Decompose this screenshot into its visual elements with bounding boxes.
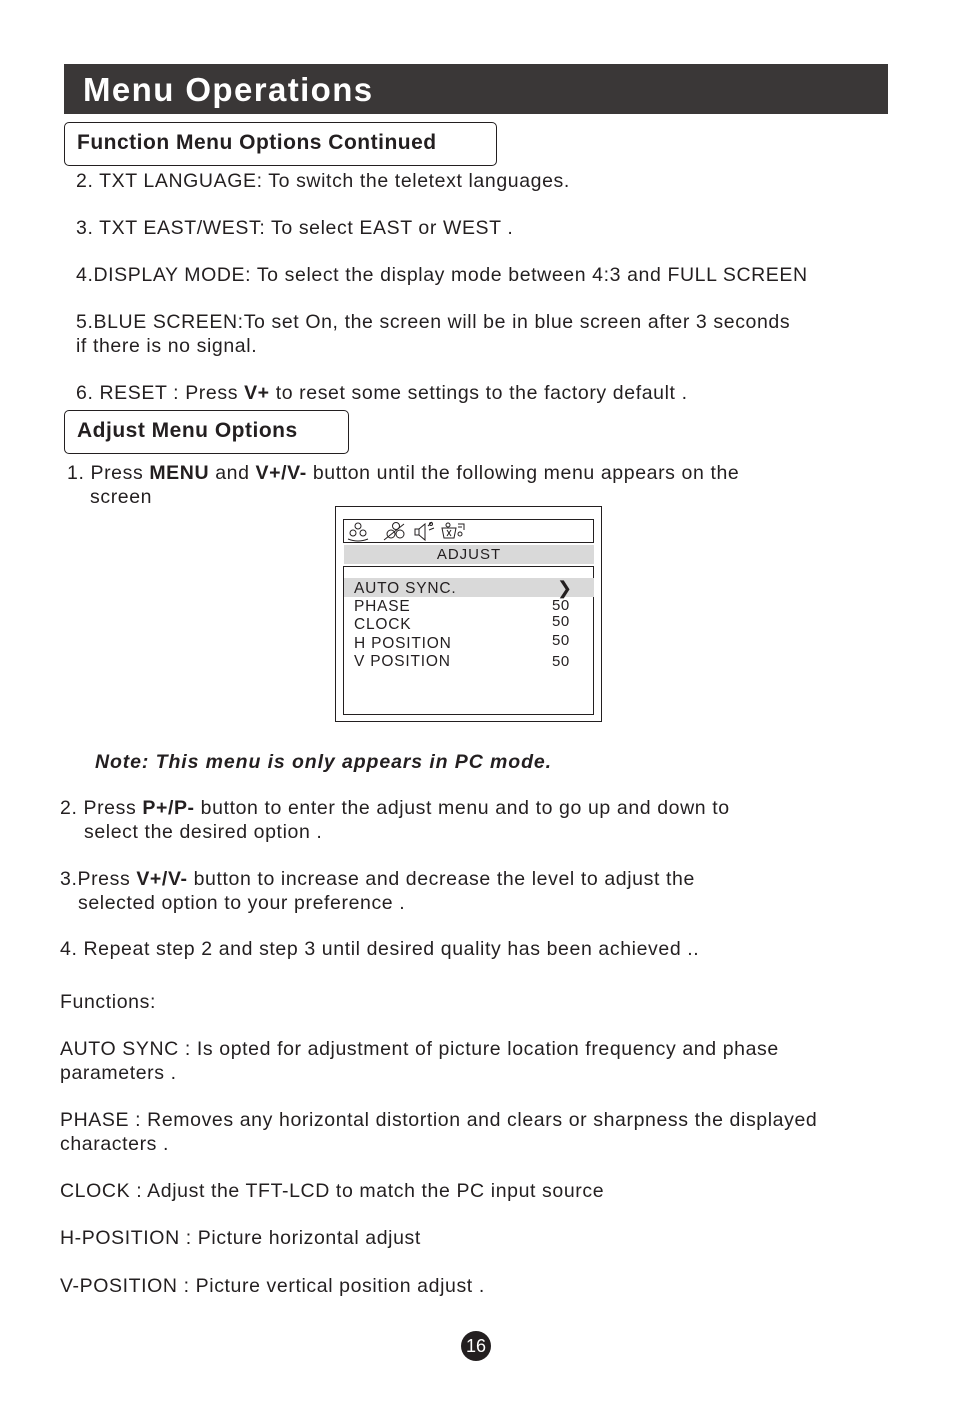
osd-item-auto-sync: AUTO SYNC. xyxy=(354,580,457,597)
key-v-plus: V+ xyxy=(244,382,270,404)
page-number: 16 xyxy=(461,1331,491,1361)
step-4: 4. Repeat step 2 and step 3 until desired quality has been achieved .. xyxy=(60,938,700,960)
function-icon xyxy=(442,523,464,538)
display-mode-item: 4.DISPLAY MODE: To select the display mode between 4:3 and FULL SCREEN xyxy=(76,264,808,286)
osd-item-phase: PHASE xyxy=(354,598,411,615)
step-2-cont: select the desired option . xyxy=(84,821,323,843)
h-position-desc: H-POSITION : Picture horizontal adjust xyxy=(60,1227,421,1249)
step-2: 2. Press P+/P- button to enter the adjust menu and to go up and down to xyxy=(60,797,730,819)
auto-sync-desc: AUTO SYNC : Is opted for adjustment of picture location frequency and phase xyxy=(60,1038,779,1060)
osd-value-v-position: 50 xyxy=(552,653,570,670)
step-1: 1. Press MENU and V+/V- button until the following menu appears on the xyxy=(67,462,740,484)
page-title: Menu Operations xyxy=(83,71,374,108)
reset-item: 6. RESET : Press V+ to reset some settings to the factory default . xyxy=(76,382,688,404)
key-v-plus-minus-2: V+/V- xyxy=(136,868,188,890)
phase-desc-cont: characters . xyxy=(60,1133,170,1155)
step-1-cont: screen xyxy=(90,486,153,508)
phase-desc: PHASE : Removes any horizontal distortion and clears or sharpness the displayed xyxy=(60,1109,818,1131)
blue-screen-item: 5.BLUE SCREEN:To set On, the screen will be in blue screen after 3 seconds xyxy=(76,311,791,333)
txt-language-item: 2. TXT LANGUAGE: To switch the teletext languages. xyxy=(76,170,570,192)
osd-icon-bar xyxy=(343,519,594,543)
osd-value-phase: 50 xyxy=(552,597,570,614)
step-3-cont: selected option to your preference . xyxy=(78,892,406,914)
v-position-desc: V-POSITION : Picture vertical position adjust . xyxy=(60,1275,485,1297)
section-heading-function: Function Menu Options Continued xyxy=(64,122,497,166)
functions-heading: Functions: xyxy=(60,991,156,1013)
osd-item-clock: CLOCK xyxy=(354,616,412,633)
osd-title: ADJUST xyxy=(344,545,594,564)
key-menu: MENU xyxy=(149,462,210,484)
sound-icon xyxy=(415,522,434,540)
color-icon xyxy=(384,523,404,541)
step-3: 3.Press V+/V- button to increase and decrease the level to adjust the xyxy=(60,868,695,890)
chevron-right-icon: ❯ xyxy=(557,578,573,598)
section-heading-adjust: Adjust Menu Options xyxy=(64,410,349,454)
osd-value-clock: 50 xyxy=(552,613,570,630)
key-v-plus-minus: V+/V- xyxy=(255,462,307,484)
osd-item-h-position: H POSITION xyxy=(354,635,452,652)
key-p-plus-minus: P+/P- xyxy=(142,797,195,819)
osd-item-v-position: V POSITION xyxy=(354,653,451,670)
picture-icon xyxy=(348,523,368,541)
auto-sync-desc-cont: parameters . xyxy=(60,1062,177,1084)
blue-screen-item-cont: if there is no signal. xyxy=(76,335,258,357)
osd-value-h-position: 50 xyxy=(552,632,570,649)
pc-mode-note: Note: This menu is only appears in PC mode. xyxy=(95,751,552,773)
clock-desc: CLOCK : Adjust the TFT-LCD to match the PC input source xyxy=(60,1180,605,1202)
txt-east-west-item: 3. TXT EAST/WEST: To select EAST or WEST . xyxy=(76,217,514,239)
